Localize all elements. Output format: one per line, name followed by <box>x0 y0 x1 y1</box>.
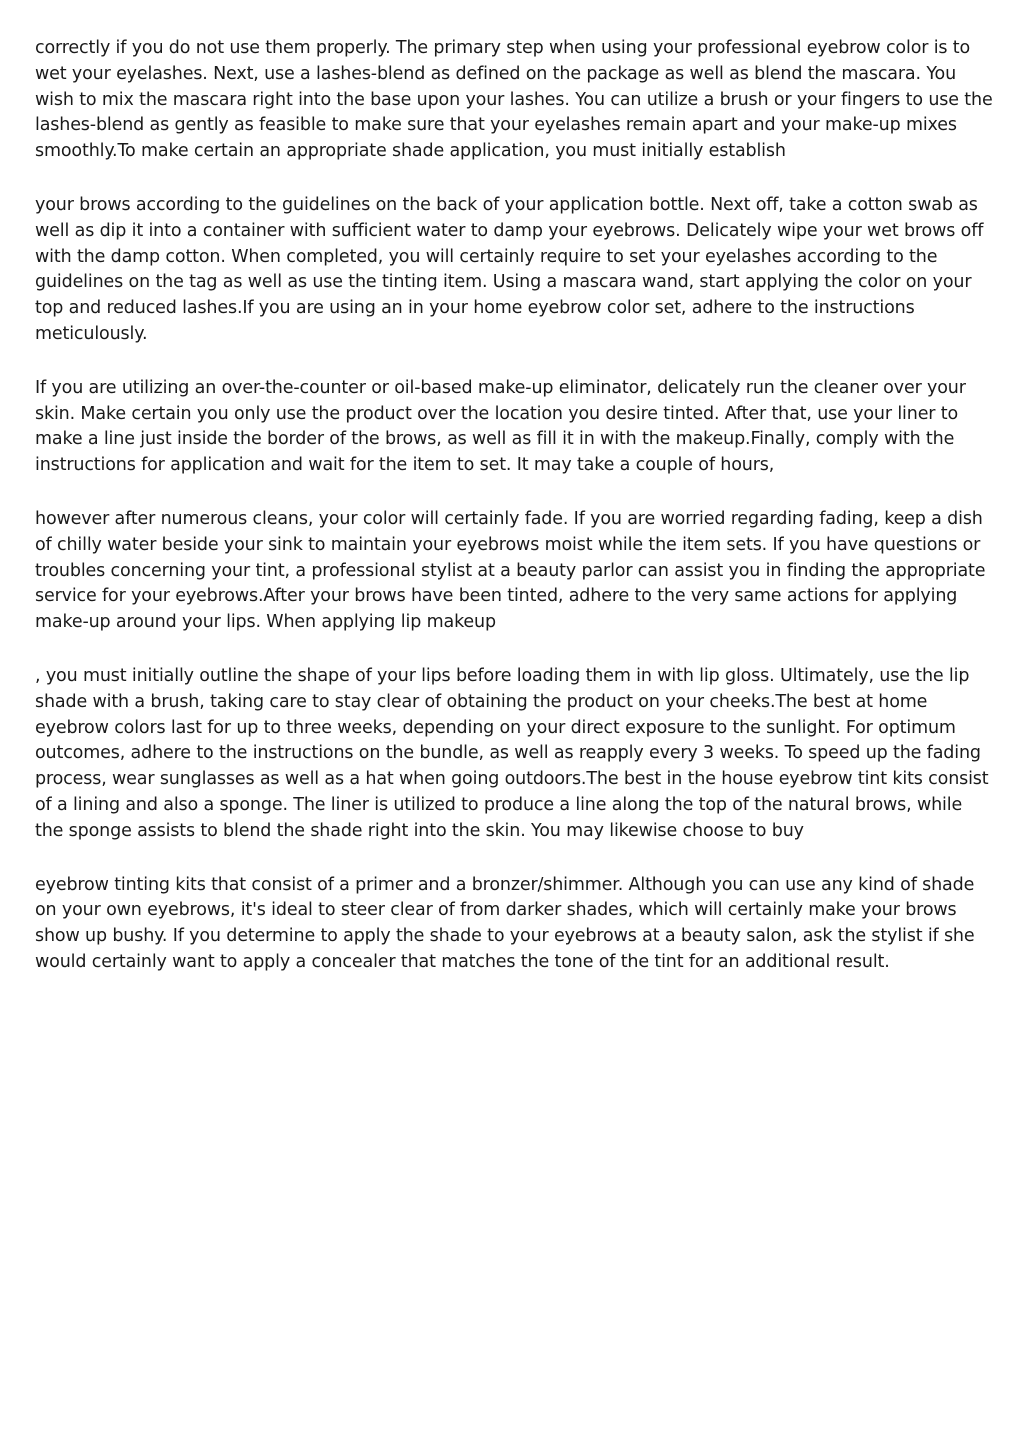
paragraph: correctly if you do not use them properly. The primary step when using your professional eyebrow color is to wet your eyelashes. Next, use a lashes-blend as defined on the package as well as blend the mascara. You wish to mix the mascara right into the base upon your lashes. You can utilize a brush or your fingers to use the lashes-blend as gently as feasible to make sure that your eyelashes remain apart and your make-up mixes smoothly.To make certain an appropriate shade application, you must initially establish <box>35 38 993 162</box>
paragraph: however after numerous cleans, your color will certainly fade. If you are worried regarding fading, keep a dish of chilly water beside your sink to maintain your eyebrows moist while the item sets. If you have questions or troubles concerning your tint, a professional stylist at a beauty parlor can assist you in finding the appropriate service for your eyebrows.After your brows have been tinted, adhere to the very same actions for applying make-up around your lips. When applying lip makeup <box>35 508 986 633</box>
paragraph: eyebrow tinting kits that consist of a primer and a bronzer/shimmer. Although you can use any kind of shade on your own eyebrows, it's ideal to steer clear of from darker shades, which will certainly make your brows show up bushy. If you determine to apply the shade to your eyebrows at a beauty salon, ask the stylist if she would certainly want to apply a concealer that matches the tone of the tint for an additional result. <box>35 874 975 972</box>
paragraph: If you are utilizing an over-the-counter or oil-based make-up eliminator, delicately run the cleaner over your skin. Make certain you only use the product over the location you desire tinted. After that, use your liner to make a line just inside the border of the brows, as well as fill it in with the makeup.Finally, comply with the instructions for application and wait for the item to set. It may take a couple of hours, <box>35 377 966 476</box>
paragraph: your brows according to the guidelines on the back of your application bottle. Next off, take a cotton swab as well as dip it into a container with sufficient water to damp your eyebrows. Delicately wipe your wet brows off with the damp cotton. When completed, you will certainly require to set your eyelashes according to the guidelines on the tag as well as use the tinting item. Using a mascara wand, start applying the color on your top and reduced lashes.If you are using an in your home eyebrow color set, adhere to the instructions meticulously. <box>35 194 984 344</box>
document-body <box>35 36 995 1004</box>
paragraph: , you must initially outline the shape of your lips before loading them in with lip gloss. Ultimately, use the lip shade with a brush, taking care to stay clear of obtaining the product on your cheeks.The best at home eyebrow colors last for up to three weeks, depending on your direct exposure to the sunlight. For optimum outcomes, adhere to the instructions on the bundle, as well as reapply every 3 weeks. To speed up the fading process, wear sunglasses as well as a hat when going outdoors.The best in the house eyebrow tint kits consist of a lining and also a sponge. The liner is utilized to produce a line along the top of the natural brows, while the sponge assists to blend the shade right into the skin. You may likewise choose to buy <box>35 665 989 841</box>
